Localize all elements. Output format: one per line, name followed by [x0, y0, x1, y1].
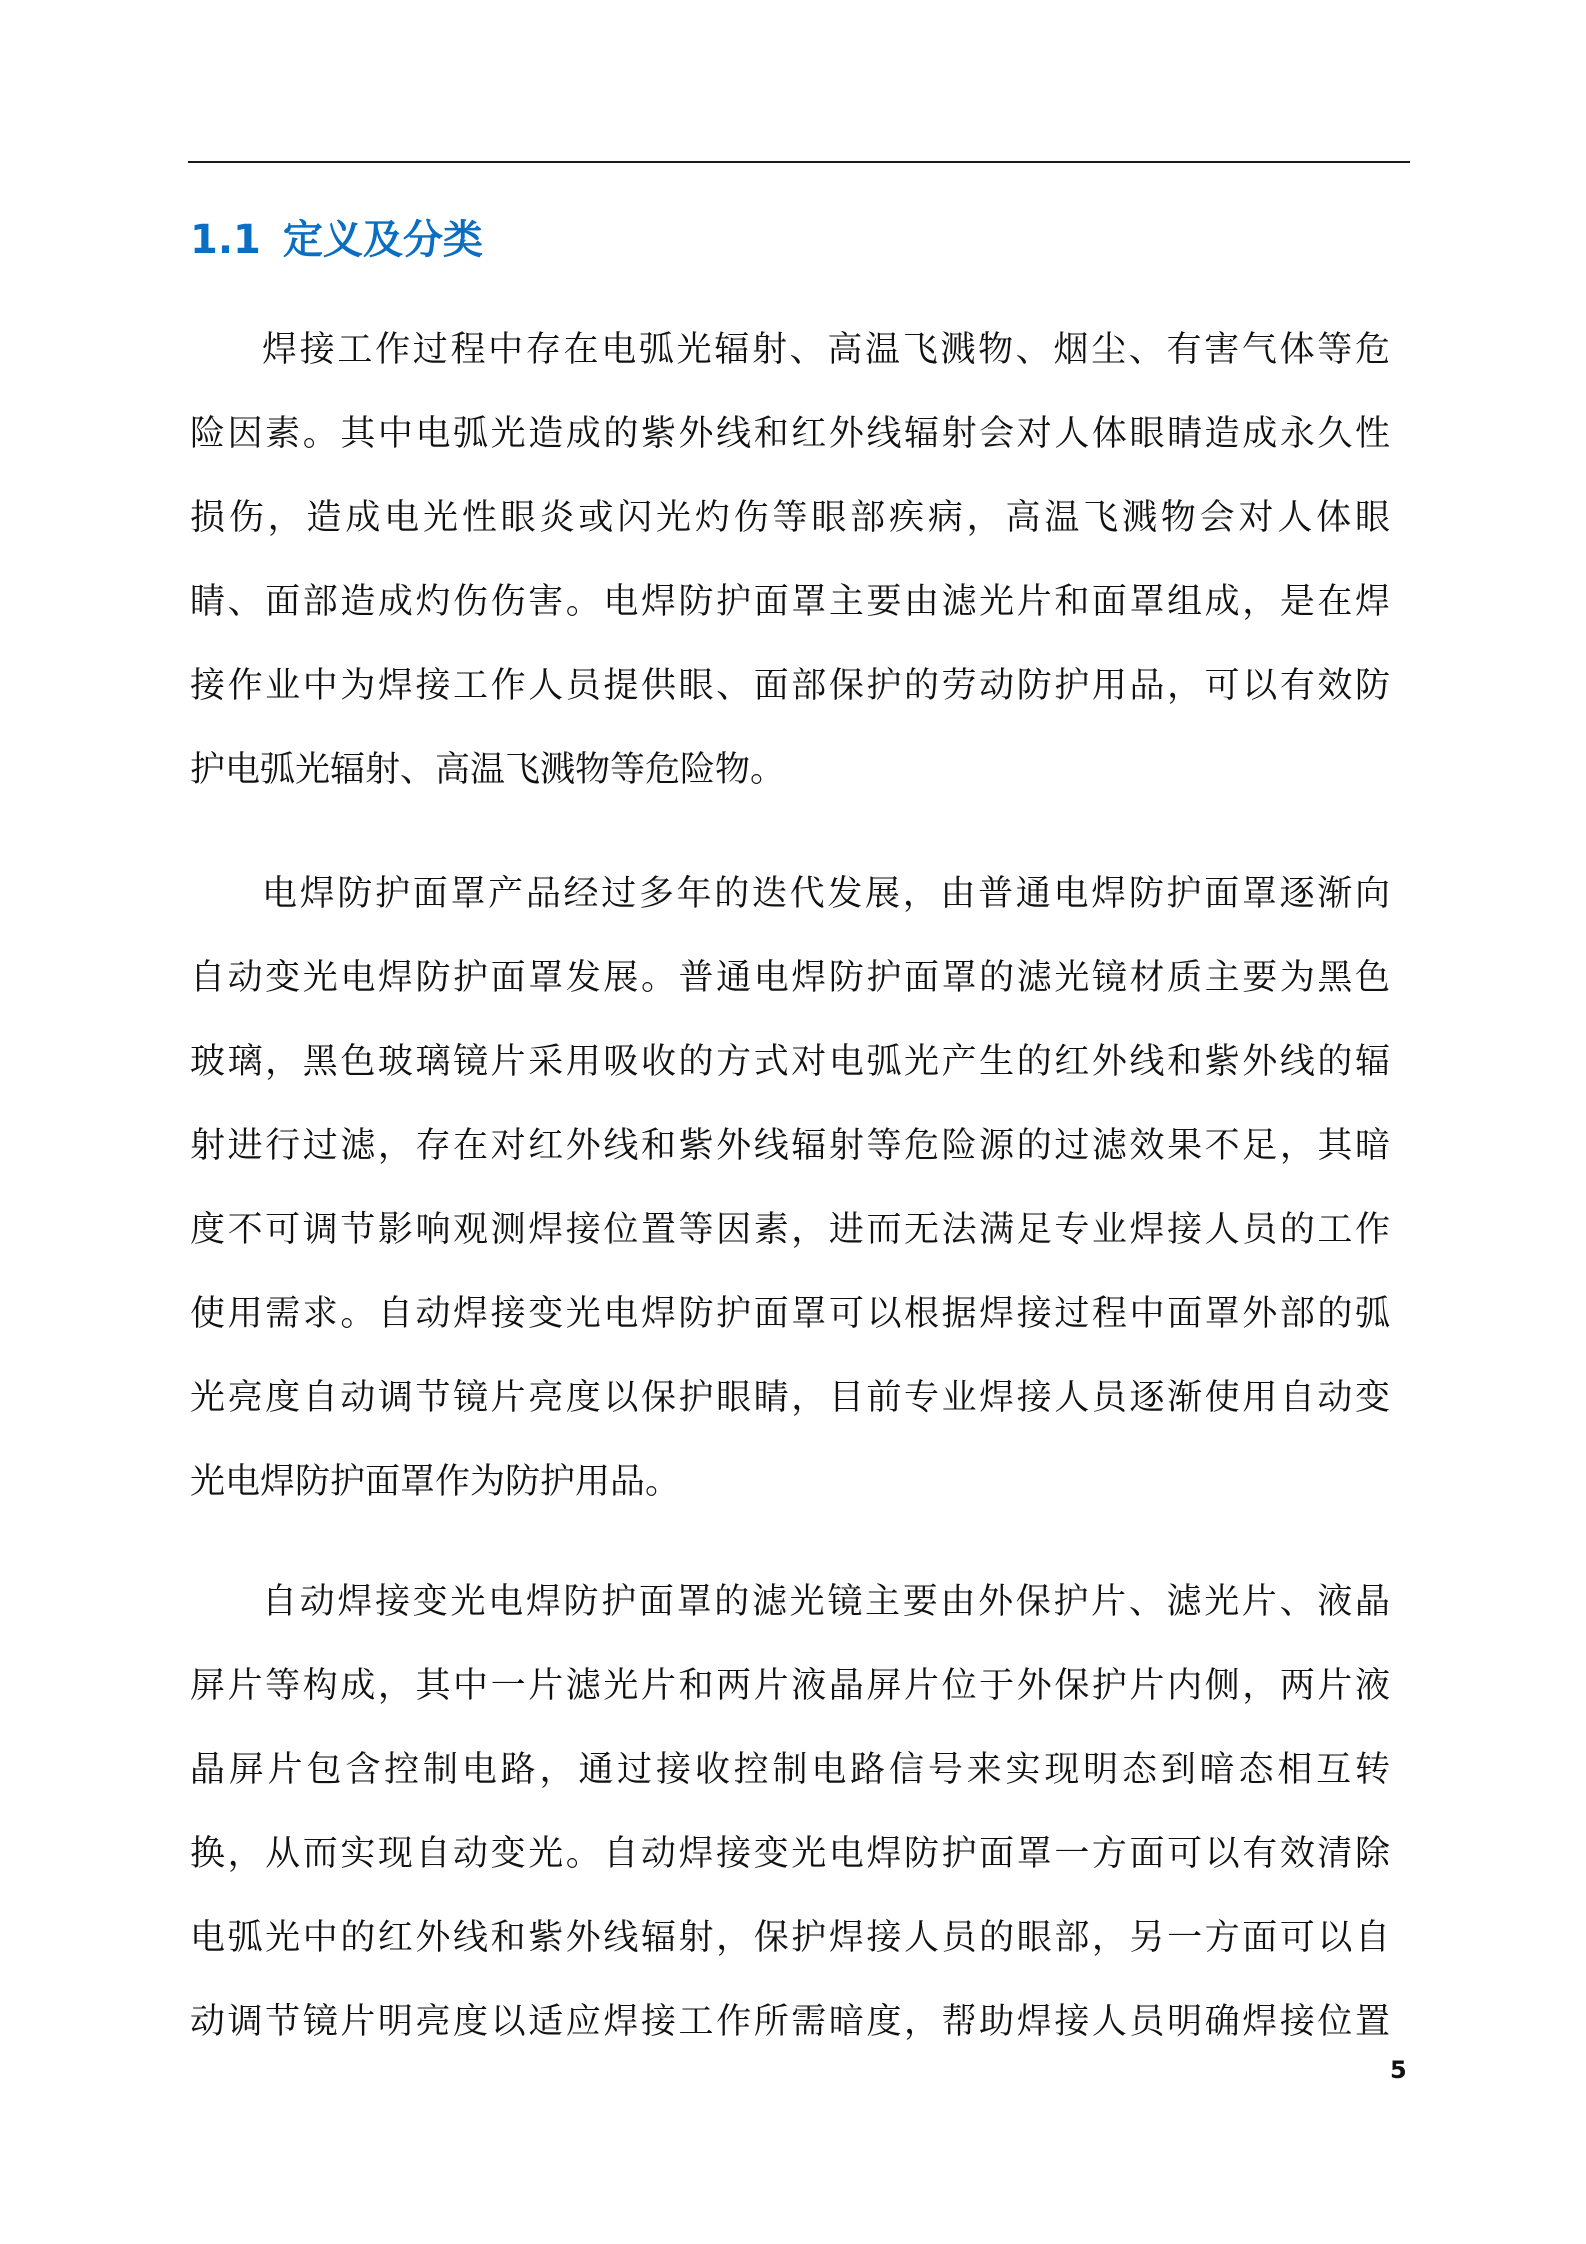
paragraph-line: 自动变光电焊防护面罩发展。普通电焊防护面罩的滤光镜材质主要为黑色: [190, 958, 1390, 998]
page-number: 5: [1390, 2056, 1407, 2084]
paragraph-line: 动调节镜片明亮度以适应焊接工作所需暗度，帮助焊接人员明确焊接位置: [190, 2002, 1390, 2042]
paragraph-line: 换，从而实现自动变光。自动焊接变光电焊防护面罩一方面可以有效清除: [190, 1834, 1390, 1874]
paragraph-line: 险因素。其中电弧光造成的紫外线和红外线辐射会对人体眼睛造成永久性: [190, 414, 1390, 454]
paragraph-hazards-definition: [190, 308, 1390, 812]
paragraph-line: 自动焊接变光电焊防护面罩的滤光镜主要由外保护片、滤光片、液晶: [262, 1582, 1390, 1622]
paragraph-line: 度不可调节影响观测焊接位置等因素，进而无法满足专业焊接人员的工作: [190, 1210, 1390, 1250]
section-number: 1.1: [190, 217, 261, 263]
section-title: 定义及分类: [282, 217, 483, 263]
paragraph-line: 使用需求。自动焊接变光电焊防护面罩可以根据焊接过程中面罩外部的弧: [190, 1294, 1390, 1334]
header-rule: [188, 161, 1410, 163]
paragraph-product-evolution: [190, 852, 1390, 1524]
paragraph-line: 晶屏片包含控制电路，通过接收控制电路信号来实现明态到暗态相互转: [190, 1750, 1390, 1790]
paragraph-line: 玻璃，黑色玻璃镜片采用吸收的方式对电弧光产生的红外线和紫外线的辐: [190, 1042, 1390, 1082]
paragraph-line: 电弧光中的红外线和紫外线辐射，保护焊接人员的眼部，另一方面可以自: [190, 1918, 1390, 1958]
paragraph-line: 护电弧光辐射、高温飞溅物等危险物。: [190, 750, 786, 790]
paragraph-filter-structure: [190, 1560, 1390, 2064]
paragraph-line: 电焊防护面罩产品经过多年的迭代发展，由普通电焊防护面罩逐渐向: [262, 874, 1390, 914]
paragraph-line: 焊接工作过程中存在电弧光辐射、高温飞溅物、烟尘、有害气体等危: [262, 330, 1390, 370]
paragraph-line: 光亮度自动调节镜片亮度以保护眼睛，目前专业焊接人员逐渐使用自动变: [190, 1378, 1390, 1418]
paragraph-line: 接作业中为焊接工作人员提供眼、面部保护的劳动防护用品，可以有效防: [190, 666, 1390, 706]
paragraph-line: 屏片等构成，其中一片滤光片和两片液晶屏片位于外保护片内侧，两片液: [190, 1666, 1390, 1706]
paragraph-line: 睛、面部造成灼伤伤害。电焊防护面罩主要由滤光片和面罩组成，是在焊: [190, 582, 1390, 622]
paragraph-line: 光电焊防护面罩作为防护用品。: [190, 1462, 681, 1502]
paragraph-line: 射进行过滤，存在对红外线和紫外线辐射等危险源的过滤效果不足，其暗: [190, 1126, 1390, 1166]
section-heading: [190, 212, 483, 268]
paragraph-line: 损伤，造成电光性眼炎或闪光灼伤等眼部疾病，高温飞溅物会对人体眼: [190, 498, 1390, 538]
